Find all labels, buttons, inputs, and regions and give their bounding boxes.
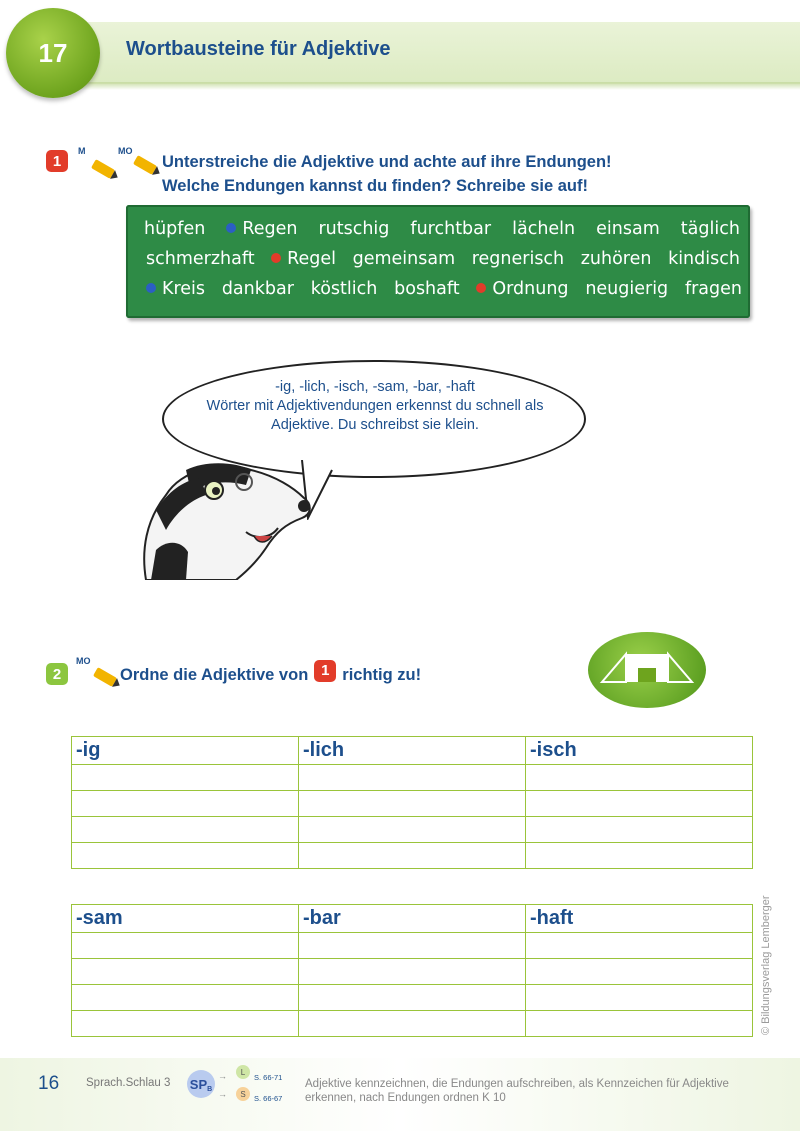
blue-dot-icon — [146, 283, 156, 293]
board-word — [271, 249, 336, 269]
reference-s-badge — [236, 1087, 250, 1101]
column-header-isch: -isch — [526, 737, 753, 765]
answer-cell[interactable] — [72, 985, 299, 1011]
copyright-notice: © Bildungsverlag Lemberger — [760, 895, 772, 1035]
board-word-text: köstlich — [310, 279, 378, 299]
answer-cell[interactable] — [299, 933, 526, 959]
pencil-icon — [93, 667, 117, 687]
board-word-text: Ordnung — [492, 279, 569, 299]
board-word — [144, 219, 205, 239]
answer-cell[interactable] — [299, 817, 526, 843]
board-word — [146, 249, 255, 269]
answer-cell[interactable] — [526, 985, 753, 1011]
task-number-1-label: 1 — [52, 152, 62, 170]
table-row — [72, 791, 753, 817]
footer-description: Adjektive kennzeichnen, die Endungen aufschreiben, als Kennzeichen für Adjektive erkennen, nach Endungen ordnen K 10 — [305, 1078, 729, 1104]
board-word-text: kindisch — [668, 249, 740, 269]
column-header-bar: -bar — [299, 905, 526, 933]
board-word — [685, 279, 742, 299]
arrow-right-icon: → — [218, 1071, 227, 1081]
board-word — [472, 249, 564, 269]
answer-cell[interactable] — [299, 985, 526, 1011]
board-word-text: fragen — [684, 279, 742, 299]
sp-badge — [187, 1070, 215, 1098]
board-word-text: einsam — [596, 219, 660, 239]
answer-cell[interactable] — [72, 765, 299, 791]
board-word — [311, 279, 378, 299]
board-word-text: zuhören — [580, 249, 652, 269]
column-header-sam: -sam — [72, 905, 299, 933]
table-row — [72, 817, 753, 843]
board-word-text: neugierig — [585, 279, 669, 299]
board-row-2 — [146, 249, 740, 269]
board-word — [476, 279, 568, 299]
red-dot-icon — [271, 253, 281, 263]
board-word-text: gemeinsam — [352, 249, 456, 269]
board-word-text: hüpfen — [144, 219, 206, 239]
answer-cell[interactable] — [526, 843, 753, 869]
board-word-text: Kreis — [162, 279, 206, 299]
board-word-text: Regel — [287, 249, 337, 269]
speech-bubble-text — [170, 378, 580, 435]
sp-label: SP — [189, 1076, 208, 1092]
board-word — [146, 279, 205, 299]
bubble-line-3: Adjektive. Du schreibst sie klein. — [271, 417, 479, 433]
pencil-icon — [133, 155, 157, 175]
endings-table-2-header — [72, 905, 753, 933]
word-board — [126, 205, 750, 318]
board-word-text: rutschig — [318, 219, 390, 239]
board-word-text: Regen — [242, 219, 298, 239]
board-word-text: boshaft — [394, 279, 460, 299]
board-word — [581, 249, 652, 269]
reference-l-badge — [236, 1065, 250, 1079]
table-row — [72, 959, 753, 985]
blue-dot-icon — [226, 223, 236, 233]
task1-line-2: Welche Endungen kannst du finden? Schreibe sie auf! — [162, 177, 589, 195]
reference-l-pages: S. 66-71 — [254, 1073, 283, 1082]
board-row-3 — [146, 279, 742, 299]
column-header-haft: -haft — [526, 905, 753, 933]
task2-reference-badge — [314, 660, 336, 682]
board-word — [222, 279, 294, 299]
answer-cell[interactable] — [526, 817, 753, 843]
answer-cell[interactable] — [526, 1011, 753, 1037]
board-word — [668, 249, 740, 269]
board-word — [394, 279, 459, 299]
table-row — [72, 985, 753, 1011]
board-word-text: dankbar — [221, 279, 294, 299]
answer-cell[interactable] — [72, 933, 299, 959]
table-row — [72, 843, 753, 869]
write-icon-label: MO — [118, 146, 133, 156]
board-word — [585, 279, 668, 299]
answer-cell[interactable] — [72, 791, 299, 817]
arrow-right-icon: → — [218, 1089, 227, 1099]
bubble-line-2: Wörter mit Adjektivendungen erkennst du schnell als — [206, 398, 544, 414]
task-number-2 — [46, 663, 68, 685]
answer-cell[interactable] — [72, 1011, 299, 1037]
task2-instruction — [120, 663, 421, 687]
board-word — [512, 219, 575, 239]
reference-s-label: S — [240, 1089, 246, 1099]
answer-cell[interactable] — [299, 765, 526, 791]
table-symbol-icon — [588, 632, 706, 708]
badger-mascot-illustration — [126, 440, 326, 580]
answer-cell[interactable] — [299, 791, 526, 817]
write-icon-label: MO — [76, 656, 91, 666]
reference-s-pages: S. 66-67 — [254, 1094, 283, 1103]
task2-text-after: richtig zu! — [342, 666, 422, 684]
task-number-1 — [46, 150, 68, 172]
table-row — [72, 933, 753, 959]
endings-table-1-header — [72, 737, 753, 765]
chapter-badge — [6, 8, 100, 98]
reference-l-label: L — [240, 1067, 246, 1077]
answer-cell[interactable] — [299, 843, 526, 869]
pencil-icon — [91, 159, 115, 179]
answer-cell[interactable] — [299, 1011, 526, 1037]
answer-cell[interactable] — [299, 959, 526, 985]
board-word-text: regnerisch — [471, 249, 565, 269]
book-title: Sprach.Schlau 3 — [86, 1077, 171, 1089]
answer-cell[interactable] — [72, 843, 299, 869]
red-dot-icon — [476, 283, 486, 293]
task1-line-1: Unterstreiche die Adjektive und achte auf ihre Endungen! — [162, 153, 612, 171]
board-row-1 — [144, 219, 740, 239]
board-word — [318, 219, 389, 239]
page-number: 16 — [38, 1073, 60, 1094]
column-header-ig: -ig — [72, 737, 299, 765]
task2-reference-number: 1 — [321, 662, 330, 679]
board-word — [410, 219, 491, 239]
board-word-text: furchtbar — [410, 219, 492, 239]
mark-icon-label: M — [78, 146, 86, 156]
board-word-text: schmerzhaft — [146, 249, 255, 269]
bubble-line-1: -ig, -lich, -isch, -sam, -bar, -haft — [275, 379, 475, 395]
table-row — [72, 765, 753, 791]
endings-table-1 — [71, 736, 753, 869]
answer-cell[interactable] — [72, 817, 299, 843]
answer-cell[interactable] — [526, 791, 753, 817]
endings-table-2 — [71, 904, 753, 1037]
task1-instruction — [162, 150, 612, 198]
board-word — [681, 219, 740, 239]
answer-cell[interactable] — [526, 765, 753, 791]
column-header-lich: -lich — [299, 737, 526, 765]
task2-text-before: Ordne die Adjektive von — [120, 666, 309, 684]
board-word — [226, 219, 297, 239]
page-title: Wortbausteine für Adjektive — [126, 38, 391, 60]
answer-cell[interactable] — [72, 959, 299, 985]
task-number-2-label: 2 — [52, 665, 62, 683]
answer-cell[interactable] — [526, 959, 753, 985]
chapter-number: 17 — [38, 37, 68, 68]
board-word-text: täglich — [680, 219, 740, 239]
board-word-text: lächeln — [512, 219, 576, 239]
sp-sub-label: B — [207, 1085, 213, 1093]
board-word — [596, 219, 660, 239]
board-word — [353, 249, 456, 269]
table-row — [72, 1011, 753, 1037]
partner-work-icon — [588, 632, 706, 708]
answer-cell[interactable] — [526, 933, 753, 959]
